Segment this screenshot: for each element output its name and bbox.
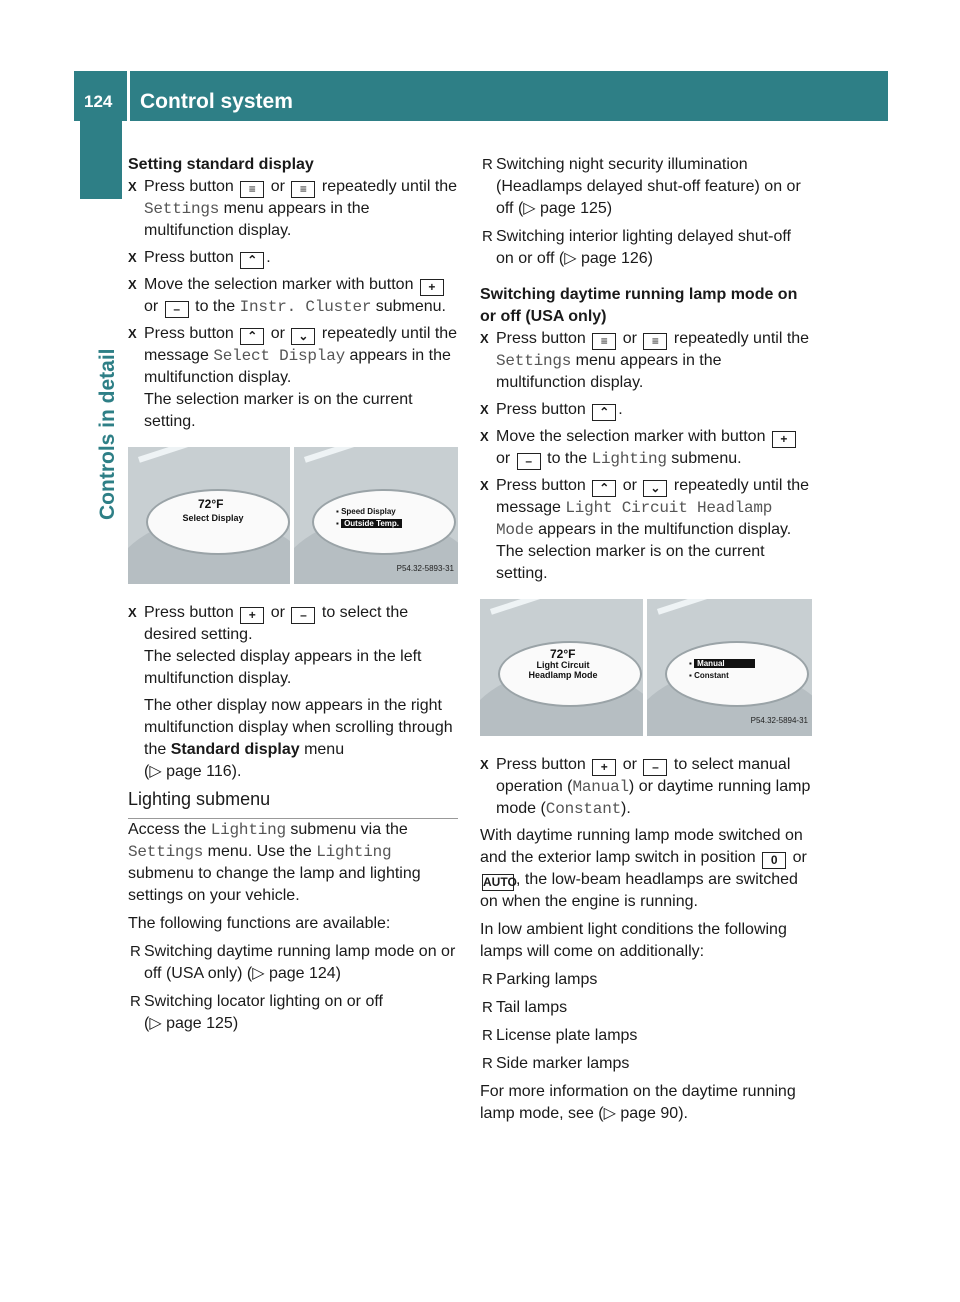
step: X Press button ≡ or ≡ repeatedly until the Settings menu appears in the multifunction display. [480, 330, 810, 391]
plus-icon: + [420, 279, 444, 296]
list-item: R Switching daytime running lamp mode on or off (USA only) (▷ page 124) [130, 943, 456, 982]
step: X Press button ⌃ or ⌄ repeatedly until the message Select Display appears in the multifunction display. The selection marker is on the current setting. [128, 325, 458, 430]
menu-right-icon: ≡ [643, 333, 667, 350]
arrow-down-icon: ⌄ [643, 480, 667, 497]
zero-position-icon: 0 [762, 852, 786, 869]
display-panel-right: ▪ Speed Display ▪ Outside Temp. P54.32-5893-31 [294, 447, 458, 584]
display-panel-right: ▪ Manual ▪ Constant P54.32-5894-31 [647, 599, 812, 736]
menu-left-icon: ≡ [592, 333, 616, 350]
list-item: R Switching night security illumination (Headlamps delayed shut-off feature) on or off (▷ page 125) [482, 156, 801, 217]
list-item: R Tail lamps [482, 999, 568, 1016]
paragraph: Access the Lighting submenu via the Settings menu. Use the Lighting submenu to change the lamp and lighting settings on your vehicle. [128, 821, 421, 904]
step: X Press button + or – to select manual operation (Manual) or daytime running lamp mode (Constant). [480, 756, 811, 818]
paragraph: In low ambient light conditions the following lamps will come on additionally: [480, 921, 787, 960]
plus-icon: + [240, 607, 264, 624]
instrument-cluster-figure [128, 447, 458, 584]
section-title: Lighting submenu [128, 788, 458, 819]
display-panel-left: 72°F Select Display [128, 447, 290, 584]
page-title: Control system [140, 90, 293, 113]
list-item: R Parking lamps [482, 971, 598, 988]
minus-icon: – [517, 453, 541, 470]
step: X Press button ⌃ or ⌄ repeatedly until the message Light Circuit Headlamp Mode appears in the multifunction display. The selection marker is on the current setting. [480, 477, 810, 582]
paragraph: With daytime running lamp mode switched on and the exterior lamp switch in position 0 or AUTO, the low-beam headlamps are switched on when the engine is running. [480, 827, 807, 910]
arrow-up-icon: ⌃ [240, 252, 264, 269]
paragraph: For more information on the daytime running lamp mode, see (▷ page 90). [480, 1083, 796, 1122]
step: X Move the selection marker with button + or – to the Instr. Cluster submenu. [128, 276, 446, 316]
step: X Press button + or – to select the desired setting. The selected display appears in the left multifunction display. The other display now appears in the right multifunction display when scrolling through the Standard display menu (▷ page 116). [128, 604, 453, 780]
plus-icon: + [592, 759, 616, 776]
minus-icon: – [643, 759, 667, 776]
arrow-down-icon: ⌄ [291, 328, 315, 345]
step: X Press button ≡ or ≡ repeatedly until the Settings menu appears in the multifunction display. [128, 178, 458, 239]
arrow-up-icon: ⌃ [240, 328, 264, 345]
sidebar-block [80, 121, 122, 199]
list-item: R Switching locator lighting on or off (▷ page 125) [130, 993, 383, 1032]
section-heading: Setting standard display [128, 156, 314, 173]
right-column [480, 154, 812, 1125]
instrument-cluster-figure [480, 599, 812, 736]
arrow-up-icon: ⌃ [592, 404, 616, 421]
list-item: R License plate lamps [482, 1027, 638, 1044]
sidebar-label: Controls in detail [96, 348, 119, 520]
step: X Move the selection marker with button + or – to the Lighting submenu. [480, 426, 812, 470]
minus-icon: – [291, 607, 315, 624]
plus-icon: + [772, 431, 796, 448]
auto-icon: AUTO [483, 875, 517, 889]
step: X Press button ⌃ . [128, 249, 271, 267]
arrow-up-icon: ⌃ [592, 480, 616, 497]
header-divider [127, 71, 130, 121]
section-heading: Switching daytime running lamp mode on or off (USA only) [480, 286, 798, 325]
menu-right-icon: ≡ [291, 181, 315, 198]
page-number: 124 [84, 92, 113, 111]
minus-icon: – [165, 301, 189, 318]
menu-left-icon: ≡ [240, 181, 264, 198]
paragraph: The following functions are available: [128, 915, 391, 932]
display-panel-left: 72°F Light Circuit Headlamp Mode [480, 599, 643, 736]
list-item: R Side marker lamps [482, 1055, 630, 1072]
left-column [128, 154, 458, 1041]
step: X Press button ⌃ . [480, 401, 623, 419]
list-item: R Switching interior lighting delayed shut-off on or off (▷ page 126) [482, 228, 791, 267]
